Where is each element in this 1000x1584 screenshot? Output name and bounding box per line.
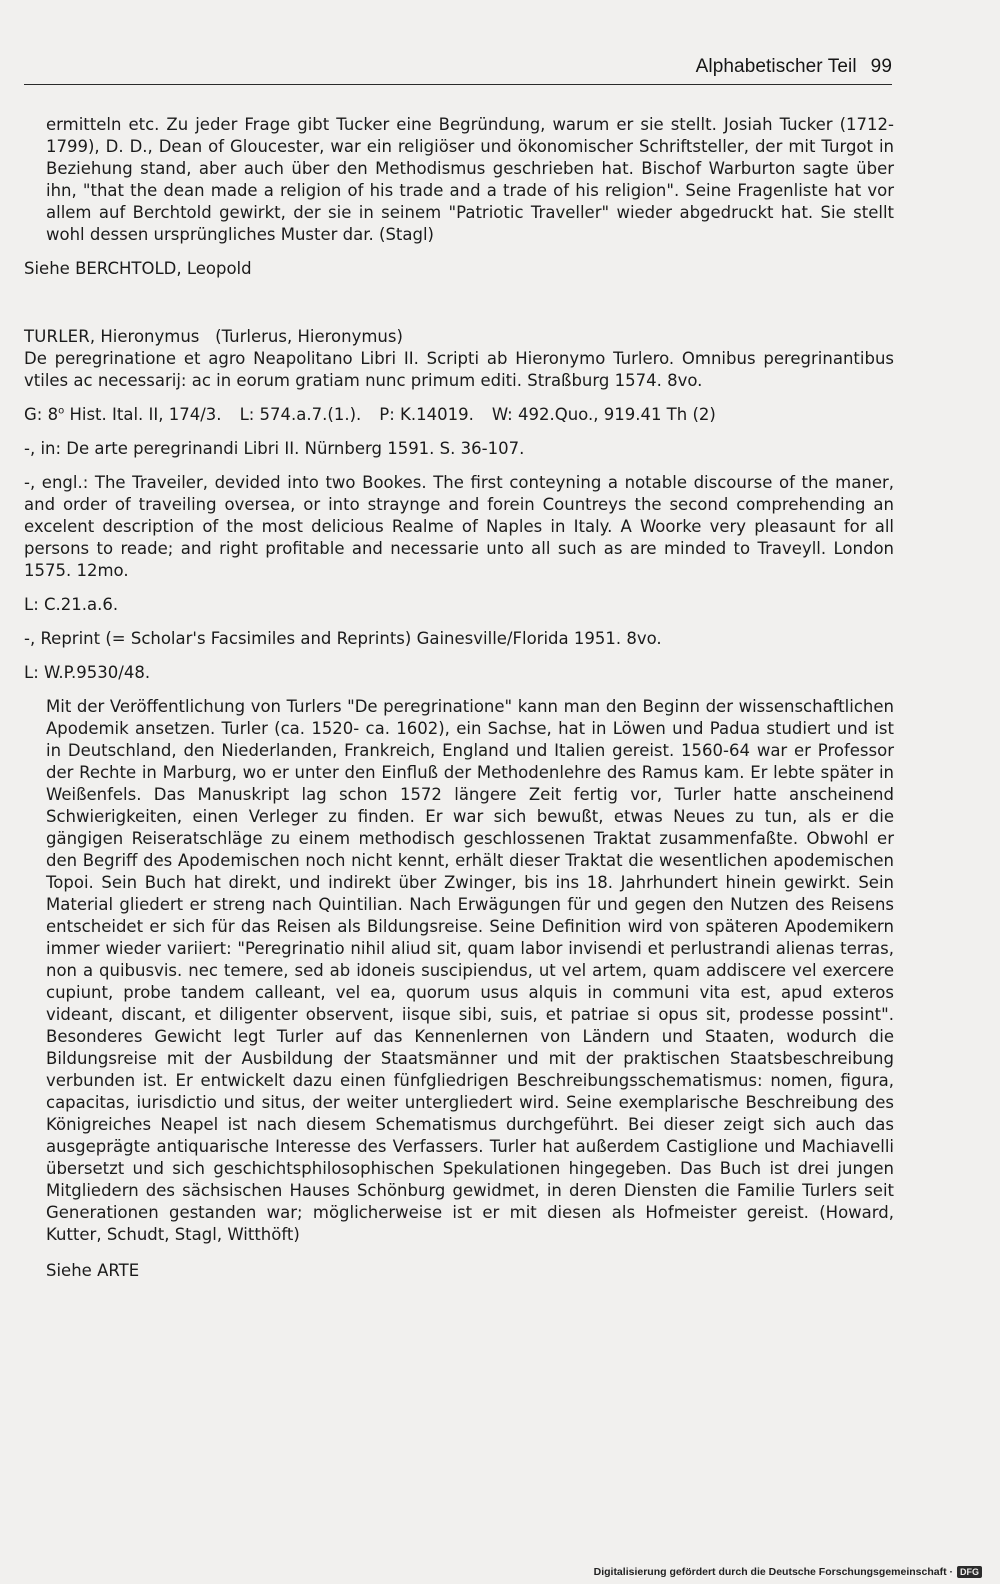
turler-see-also: Siehe ARTE <box>46 1261 140 1280</box>
digitization-footer <box>594 1566 982 1578</box>
dfg-logo: DFG <box>957 1566 982 1578</box>
turler-holdings-1 <box>24 404 894 426</box>
holding-l: L: 574.a.7.(1.). <box>239 405 362 424</box>
turler-holdings-3: L: W.P.9530/48. <box>24 663 151 682</box>
section-title: Alphabetischer Teil <box>695 56 857 77</box>
turler-commentary: Mit der Veröffentlichung von Turlers "De peregrinatione" kann man den Beginn der wissenschaftlichen Apodemik ansetzen. Turler (ca. 1520- ca. 1602), ein Sachse, hat in Löwen und Padua studiert und ist in Deutschland, den Niederlanden, Frankreich, England und Italien gereist. 1560-64 war er Professor der Rechte in Marburg, wo er unter den Einfluß der Methodenlehre des Ramus kam. Er lebte später in Weißenfels. Das Manuskript lag schon 1572 längere Zeit fertig vor, Turler hatte anscheinend Schwierigkeiten, einen Verleger zu finden. Er war sich bewußt, etwas Neues zu tun, als er die gängigen Reiseratschläge zu einem methodisch geschlossenen Traktat zusammenfaßte. Obwohl er den Begriff des Apodemischen noch nicht kennt, erhält dieser Traktat die wesentlichen apodemischen Topoi. Sein Buch hat direkt, und indirekt über Zwinger, bis ins 18. Jahrhundert hinein gewirkt. Sein Material gliedert er streng nach Quintilian. Nach Erwägungen für und gegen den Nutzen des Reisens entscheidet er sich für das Reisen als Bildungsreise. Seine Definition wird von späteren Apodemikern immer wieder variiert: "Peregrinatio nihil aliud sit, quam labor invisendi et perlustrandi alienas terras, non a quibusvis. nec temere, sed ab idoneis suscipiendus, ut vel artem, quam addiscere vel exercere cupiunt, probe tandem calleant, vel ea, quorum usus alquis in communi vita est, apud exteros videant, discant, et diligenter observent, iisque sibi, suis, et patriae si opus sit, prodesse possint". Besonderes Gewicht legt Turler auf das Kennenlernen von Ländern und Staaten, wodurch die Bildungsreise mit der Ausbildung der Staatsmänner und mit der praktischen Staatsbeschreibung verbunden ist. Er entwickelt dazu einen fünfgliedrigen Beschreibungsschematismus: nomen, figura, capacitas, iurisdictio und situs, der weiter untergliedert wird. Seine exemplarische Beschreibung des Königreiches Neapel ist nach diesem Schematismus durchgeführt. Bei dieser zeigt sich auch das ausgeprägte antiquarische Interesse des Verfassers. Turler hat außerdem Castiglione und Machiavelli übersetzt und sich geschichtsphilosophischen Spekulationen hingegeben. Das Buch ist drei jungen Mitgliedern des sächsischen Hauses Schönburg gewidmet, in deren Diensten die Familie Turlers seit Generationen gestanden war; möglicherweise ist er mit diesen als Hofmeister gereist. (Howard, Kutter, Schudt, Stagl, Witthöft) <box>46 697 894 1244</box>
running-head <box>24 54 892 85</box>
holding-w: W: 492.Quo., 919.41 Th (2) <box>491 405 716 424</box>
footer-credit: Digitalisierung gefördert durch die Deutsche Forschungsgemeinschaft · <box>593 1566 953 1578</box>
page-content <box>24 114 894 1282</box>
turler-edition-latin: -, in: De arte peregrinandi Libri II. Nürnberg 1591. S. 36-107. <box>24 439 525 458</box>
tucker-commentary-continuation: ermitteln etc. Zu jeder Frage gibt Tucker eine Begründung, warum er sie stellt. Josiah Tucker (1712-1799), D. D., Dean of Gloucester, war ein religiöser und ökonomischer Schriftsteller, der mit Turgot in Beziehung stand, aber auch über den Methodismus geschrieben hat. Bischof Warburton sagte über ihn, "that the dean made a religion of his trade and a trade of his religion". Seine Fragenliste hat vor allem auf Berchtold gewirkt, der sie in seinem "Patriotic Traveller" wieder abgedruckt hat. Sie stellt wohl dessen ursprüngliches Muster dar. (Stagl) <box>46 115 894 244</box>
running-head-text <box>696 56 892 78</box>
turler-edition-reprint: -, Reprint (= Scholar's Facsimiles and Reprints) Gainesville/Florida 1951. 8vo. <box>24 629 662 648</box>
turler-edition-english: -, engl.: The Traveiler, devided into two Bookes. The first conteyning a notable discourse of the maner, and order of traveiling oversea, or into straynge and forein Countreys the second comprehending an excelent description of the most delicious Realme of Naples in Italy. A Woorke very pleasaunt for all persons to reade; and right profitable and necessarie unto all such as are minded to Traveyll. London 1575. 12mo. <box>24 473 894 580</box>
holding-g: G: 8$^o$ Hist. Ital. II, 174/3. <box>24 405 222 424</box>
tucker-see-also: Siehe BERCHTOLD, Leopold <box>24 259 252 278</box>
turler-holdings-2: L: C.21.a.6. <box>24 595 119 614</box>
page-number: 99 <box>870 56 892 77</box>
holding-p: P: K.14019. <box>379 405 474 424</box>
entry-name-rest: , Hieronymus (Turlerus, Hieronymus) <box>89 327 403 346</box>
turler-title: De peregrinatione et agro Neapolitano Libri II. Scripti ab Hieronymo Turlero. Omnibus peregrinantibus vtiles ac necessarij: ac in eorum gratiam nunc primum editi. Straßburg 1574. 8vo. <box>24 349 894 390</box>
entry-surname: TURLER <box>24 327 90 346</box>
turler-entry-heading <box>24 326 894 348</box>
